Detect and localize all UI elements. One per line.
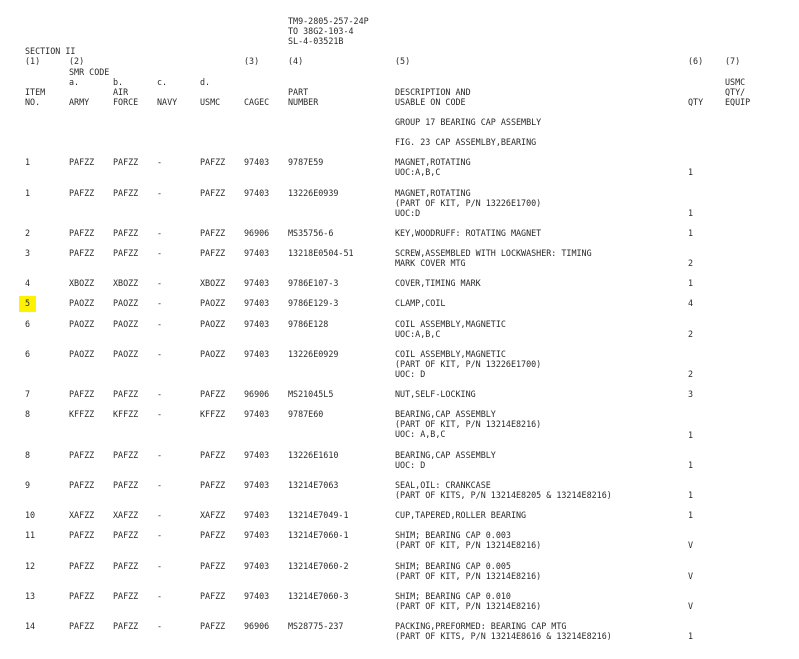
cagec: 97403 [244,319,270,329]
item-no: 1 [25,157,31,167]
airforce-code: PAOZZ [113,349,139,359]
part-number: 9786E128 [288,319,329,329]
sub-c: c. [157,77,168,87]
item-no: 13 [25,591,36,601]
qty: 1 [688,490,694,500]
army-code: PAFZZ [69,188,95,198]
col-num-7: (7) [725,56,741,66]
item-no: 8 [25,409,31,419]
qty: 1 [688,631,694,641]
description-line: SHIM; BEARING CAP 0.010 [395,591,511,601]
army-code: PAOZZ [69,349,95,359]
description-line: MAGNET,ROTATING [395,157,471,167]
force-label: FORCE [113,97,139,107]
army-code: XBOZZ [69,278,95,288]
equip-label: EQUIP [725,97,751,107]
airforce-code: KFFZZ [113,409,139,419]
airforce-code: PAFZZ [113,248,139,258]
description-line: COIL ASSEMBLY,MAGNETIC [395,349,506,359]
navy-code: - [157,248,163,258]
army-code: PAFZZ [69,248,95,258]
item-no: 6 [25,319,31,329]
part-number: MS21045L5 [288,389,334,399]
description-line: SHIM; BEARING CAP 0.003 [395,530,511,540]
airforce-code: PAFZZ [113,621,139,631]
qty: 1 [688,510,694,520]
cagec: 97403 [244,188,270,198]
airforce-code: PAFZZ [113,188,139,198]
description-line: (PART OF KIT, P/N 13214E8216) [395,571,542,581]
description-line: UOC: A,B,C [395,429,446,439]
part-number: 13226E0929 [288,349,339,359]
army-code: PAFZZ [69,591,95,601]
airforce-code: PAFZZ [113,228,139,238]
part-number: 13226E1610 [288,450,339,460]
cagec: 96906 [244,389,270,399]
qty: 3 [688,389,694,399]
part-number: 13214E7063 [288,480,339,490]
doc-id-2: TO 38G2-103-4 [288,26,354,36]
usmc-code: PAOZZ [200,319,226,329]
item-no: 4 [25,278,31,288]
part-number: 9787E59 [288,157,324,167]
cagec: 97403 [244,561,270,571]
description-line: UOC:D [395,208,421,218]
item-no: 3 [25,248,31,258]
sub-b: b. [113,77,124,87]
army-code: PAFZZ [69,561,95,571]
airforce-code: XAFZZ [113,510,139,520]
col-num-3: (3) [244,56,260,66]
qty: 1 [688,430,694,440]
army-label: ARMY [69,97,90,107]
army-code: XAFZZ [69,510,95,520]
qty-label: QTY [688,97,704,107]
qty: 1 [688,208,694,218]
qty: 2 [688,258,694,268]
usmc-code: PAFZZ [200,157,226,167]
airforce-code: PAFZZ [113,591,139,601]
airforce-code: PAFZZ [113,450,139,460]
navy-code: - [157,228,163,238]
description-line: UOC:A,B,C [395,167,441,177]
part-number: 13214E7049-1 [288,510,349,520]
part-number: 9786E107-3 [288,278,339,288]
army-code: PAOZZ [69,319,95,329]
usmc-code: KFFZZ [200,409,226,419]
description-line: UOC:A,B,C [395,329,441,339]
description-line: CUP,TAPERED,ROLLER BEARING [395,510,527,520]
usmc-code: XBOZZ [200,278,226,288]
air-label: AIR [113,87,129,97]
item-no: 7 [25,389,31,399]
item-no: 10 [25,510,36,520]
usmc-label: USMC [200,97,221,107]
item-no: 11 [25,530,36,540]
qty: 1 [688,460,694,470]
usmc-code: PAFZZ [200,450,226,460]
airforce-code: PAFZZ [113,561,139,571]
col-num-1: (1) [25,56,41,66]
part-number: 9786E129-3 [288,298,339,308]
qty: V [688,540,694,550]
cagec-label: CAGEC [244,97,270,107]
army-code: KFFZZ [69,409,95,419]
navy-code: - [157,188,163,198]
navy-code: - [157,278,163,288]
part-number: 13214E7060-1 [288,530,349,540]
description-line: CLAMP,COIL [395,298,446,308]
item-no: 12 [25,561,36,571]
usmc-code: PAFZZ [200,389,226,399]
col-num-2: (2) [69,56,85,66]
army-code: PAFZZ [69,157,95,167]
usmc-code: PAFZZ [200,530,226,540]
army-code: PAFZZ [69,389,95,399]
cagec: 97403 [244,298,270,308]
cagec: 97403 [244,248,270,258]
navy-code: - [157,157,163,167]
cagec: 97403 [244,480,270,490]
part-label: PART [288,87,309,97]
part-number: 9787E60 [288,409,324,419]
cagec: 97403 [244,530,270,540]
usmc-code: PAFZZ [200,621,226,631]
cagec: 97403 [244,157,270,167]
cagec: 97403 [244,278,270,288]
airforce-code: PAFZZ [113,157,139,167]
doc-id-3: SL-4-03521B [288,36,344,46]
item-no: 14 [25,621,36,631]
item-no: 6 [25,349,31,359]
part-number: 13214E7060-2 [288,561,349,571]
description-line: COIL ASSEMBLY,MAGNETIC [395,319,506,329]
sub-a: a. [69,77,80,87]
usmc-code: XAFZZ [200,510,226,520]
description-line: KEY,WOODRUFF: ROTATING MAGNET [395,228,542,238]
description-line: SCREW,ASSEMBLED WITH LOCKWASHER: TIMING [395,248,592,258]
qty: 1 [688,278,694,288]
usmc-code: PAFZZ [200,561,226,571]
usmc-code: PAFZZ [200,248,226,258]
item-label: ITEM [25,87,46,97]
qty: V [688,571,694,581]
qty: 1 [688,167,694,177]
item-no: 1 [25,188,31,198]
group-title: GROUP 17 BEARING CAP ASSEMBLY [395,117,542,127]
description-line: (PART OF KIT, P/N 13214E8216) [395,419,542,429]
usmc-col7-label: USMC [725,77,746,87]
description-line: (PART OF KIT, P/N 13214E8216) [395,540,542,550]
cagec: 97403 [244,409,270,419]
description-line: (PART OF KIT, P/N 13226E1700) [395,198,542,208]
item-no: 9 [25,480,31,490]
description-line: SHIM; BEARING CAP 0.005 [395,561,511,571]
description-line: SEAL,OIL: CRANKCASE [395,480,491,490]
col-num-6: (6) [688,56,704,66]
army-code: PAFZZ [69,228,95,238]
qty: 2 [688,369,694,379]
qty: V [688,601,694,611]
usmc-code: PAFZZ [200,188,226,198]
navy-code: - [157,621,163,631]
army-code: PAOZZ [69,298,95,308]
part-number: MS28775-237 [288,621,344,631]
army-code: PAFZZ [69,621,95,631]
airforce-code: PAFZZ [113,530,139,540]
navy-code: - [157,591,163,601]
section-title: SECTION II [25,46,76,56]
description-line: NUT,SELF-LOCKING [395,389,476,399]
desc-label-1: DESCRIPTION AND [395,87,471,97]
qty7-label: QTY/ [725,87,746,97]
army-code: PAFZZ [69,530,95,540]
part-number: 13218E0504-51 [288,248,354,258]
item-no: 2 [25,228,31,238]
navy-code: - [157,389,163,399]
cagec: 96906 [244,228,270,238]
description-line: MARK COVER MTG [395,258,466,268]
desc-label-2: USABLE ON CODE [395,97,466,107]
description-line: BEARING,CAP ASSEMBLY [395,409,496,419]
navy-code: - [157,480,163,490]
description-line: BEARING,CAP ASSEMBLY [395,450,496,460]
navy-code: - [157,298,163,308]
cagec: 97403 [244,349,270,359]
item-no: 8 [25,450,31,460]
description-line: (PART OF KIT, P/N 13214E8216) [395,601,542,611]
navy-label: NAVY [157,97,178,107]
figure-title: FIG. 23 CAP ASSEMLBY,BEARING [395,137,537,147]
description-line: UOC: D [395,369,426,379]
description-line: COVER,TIMING MARK [395,278,481,288]
description-line: MAGNET,ROTATING [395,188,471,198]
army-code: PAFZZ [69,450,95,460]
col-num-5: (5) [395,56,411,66]
col-num-4: (4) [288,56,304,66]
cagec: 96906 [244,621,270,631]
navy-code: - [157,319,163,329]
smr-code-label: SMR CODE [69,67,110,77]
qty: 1 [688,228,694,238]
airforce-code: PAOZZ [113,298,139,308]
cagec: 97403 [244,450,270,460]
navy-code: - [157,530,163,540]
qty: 2 [688,329,694,339]
cagec: 97403 [244,591,270,601]
navy-code: - [157,561,163,571]
usmc-code: PAFZZ [200,480,226,490]
part-number: 13226E0939 [288,188,339,198]
no-label: NO. [25,97,41,107]
description-line: (PART OF KIT, P/N 13226E1700) [395,359,542,369]
navy-code: - [157,450,163,460]
airforce-code: XBOZZ [113,278,139,288]
description-line: (PART OF KITS, P/N 13214E8616 & 13214E8216) [395,631,612,641]
airforce-code: PAOZZ [113,319,139,329]
item-no: 5 [25,298,31,308]
airforce-code: PAFZZ [113,389,139,399]
navy-code: - [157,349,163,359]
part-number: 13214E7060-3 [288,591,349,601]
description-line: PACKING,PREFORMED: BEARING CAP MTG [395,621,567,631]
usmc-code: PAFZZ [200,228,226,238]
description-line: (PART OF KITS, P/N 13214E8205 & 13214E8216) [395,490,612,500]
doc-id-1: TM9-2805-257-24P [288,16,369,26]
navy-code: - [157,409,163,419]
part-number: MS35756-6 [288,228,334,238]
description-line: UOC: D [395,460,426,470]
usmc-code: PAOZZ [200,298,226,308]
number-label: NUMBER [288,97,319,107]
usmc-code: PAOZZ [200,349,226,359]
sub-d: d. [200,77,211,87]
usmc-code: PAFZZ [200,591,226,601]
army-code: PAFZZ [69,480,95,490]
qty: 4 [688,298,694,308]
cagec: 97403 [244,510,270,520]
navy-code: - [157,510,163,520]
airforce-code: PAFZZ [113,480,139,490]
